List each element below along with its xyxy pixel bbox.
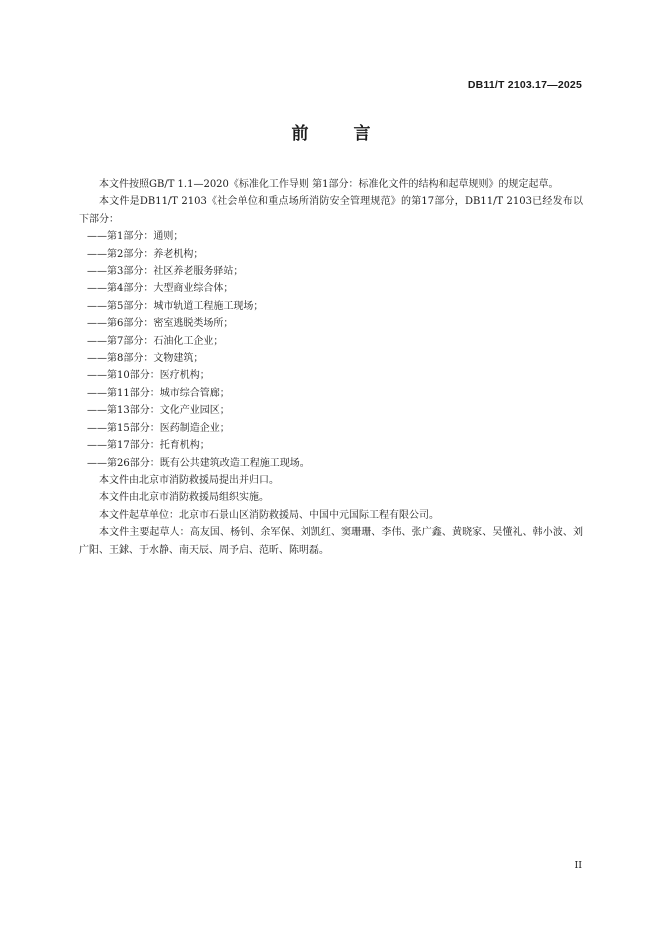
list-item: ——第4部分：大型商业综合体；: [87, 283, 234, 295]
paragraph: 本文件由北京市消防救援局提出并归口。: [99, 474, 279, 486]
list-item: ——第13部分：文化产业园区；: [87, 405, 230, 417]
paragraph: 本文件主要起草人：高友国、杨钊、余军保、刘凯红、窦珊珊、李伟、张广鑫、黄晓家、吴懂礼、韩小波、刘广阳、王銶、于水静、南天辰、周予启、范昕、陈明磊。: [79, 527, 583, 556]
paragraph: 本文件由北京市消防救援局组织实施。: [99, 492, 269, 504]
list-item: ——第3部分：社区养老服务驿站；: [87, 266, 244, 278]
list-item: ——第15部分：医药制造企业；: [87, 422, 230, 434]
list-item: ——第1部分：通则；: [87, 231, 184, 243]
page-title: 前 言: [291, 124, 385, 144]
list-item: ——第5部分：城市轨道工程施工现场；: [87, 300, 264, 312]
paragraph: 本文件是DB11/T 2103《社会单位和重点场所消防安全管理规范》的第17部分，DB11/T 2103已经发布以下部分：: [79, 196, 583, 225]
page-number: II: [574, 860, 582, 871]
list-item: ——第26部分：既有公共建筑改造工程施工现场。: [87, 457, 310, 469]
paragraph: 本文件起草单位：北京市石景山区消防救援局、中国中元国际工程有限公司。: [99, 509, 439, 521]
parts-list: [79, 228, 583, 472]
list-item: ——第7部分：石油化工企业；: [87, 335, 224, 347]
document-code: DB11/T 2103.17—2025: [467, 79, 582, 91]
paragraph: 本文件按照GB/T 1.1—2020《标准化工作导则 第1部分：标准化文件的结构和起草规则》的规定起草。: [99, 179, 559, 190]
list-item: ——第8部分：文物建筑；: [87, 353, 204, 365]
list-item: ——第10部分：医疗机构；: [87, 370, 210, 382]
list-item: ——第17部分：托育机构；: [87, 440, 210, 452]
document-body: [79, 176, 583, 559]
list-item: ——第2部分：养老机构；: [87, 248, 204, 260]
list-item: ——第6部分：密室逃脱类场所；: [87, 318, 234, 330]
list-item: ——第11部分：城市综合管廊；: [87, 387, 230, 399]
